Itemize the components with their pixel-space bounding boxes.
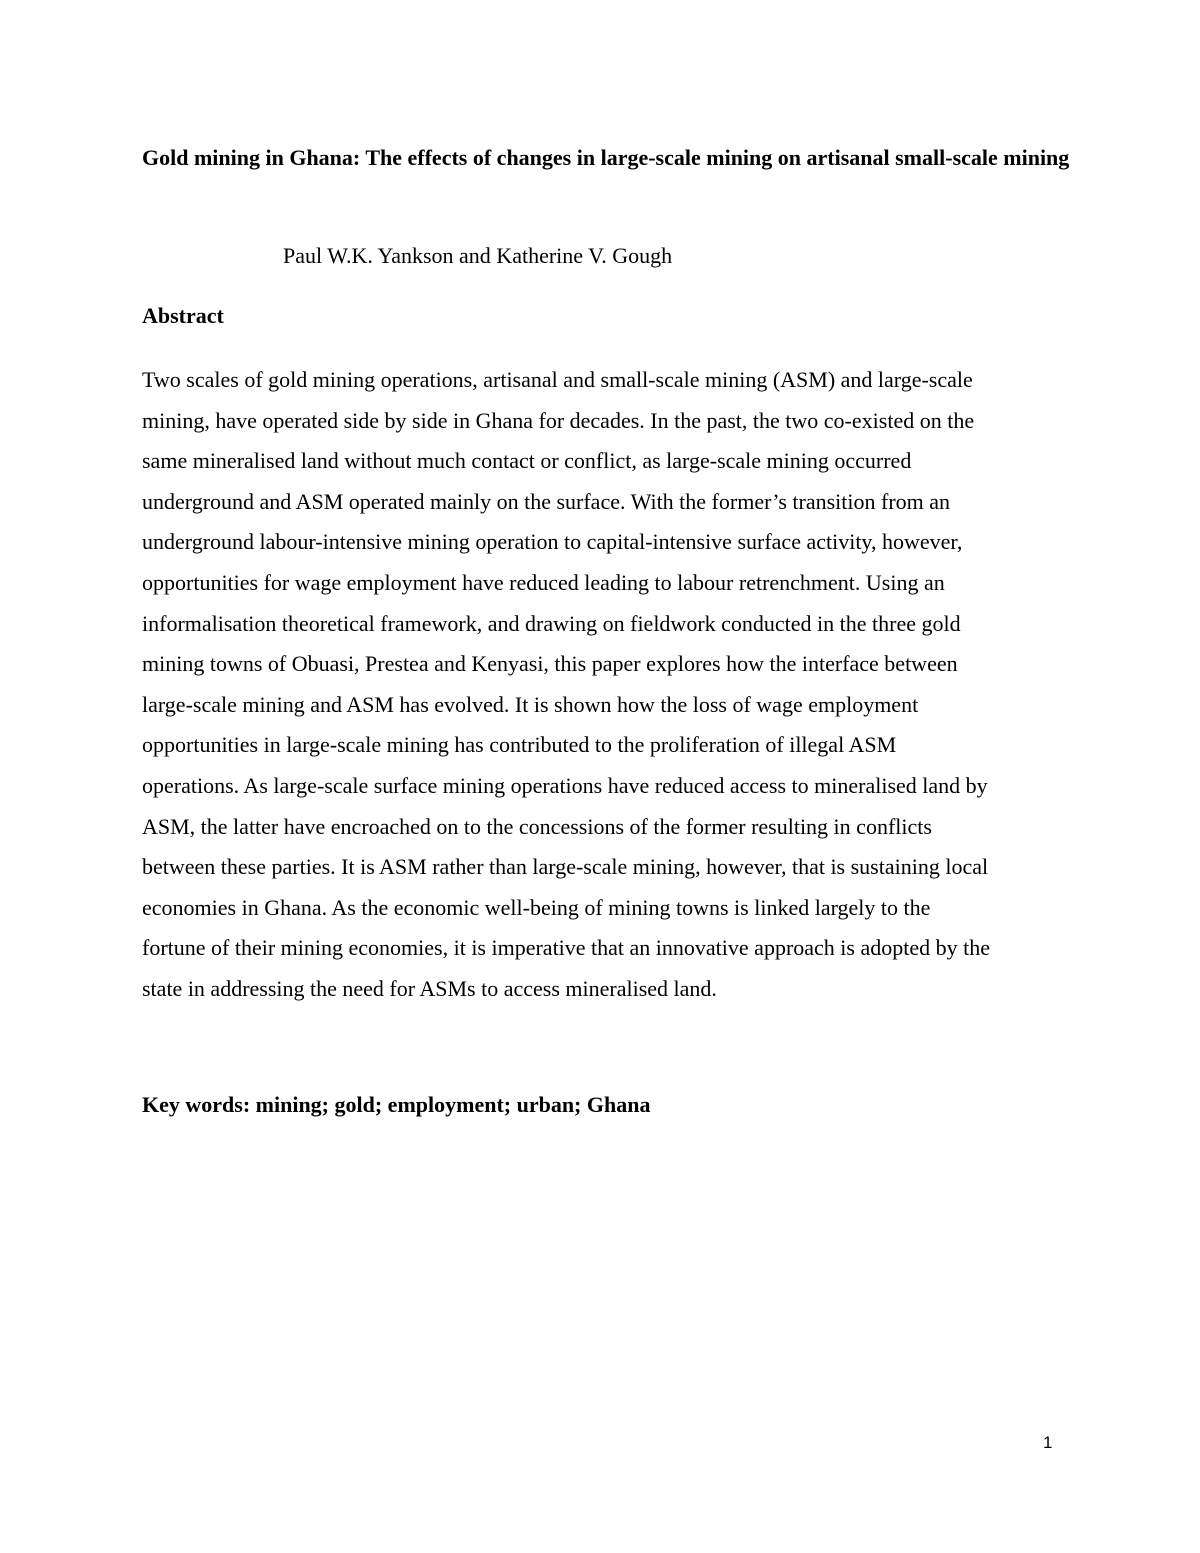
abstract-heading: Abstract <box>142 303 224 328</box>
abstract-line: opportunities for wage employment have reduced leading to labour retrenchment. Using an <box>142 569 945 595</box>
abstract-line: ASM, the latter have encroached on to the concessions of the former resulting in conflicts <box>142 813 932 839</box>
abstract-line: underground labour-intensive mining operation to capital-intensive surface activity, however, <box>142 529 963 555</box>
keywords: Key words: mining; gold; employment; urban; Ghana <box>142 1092 651 1117</box>
paper-title: Gold mining in Ghana: The effects of changes in large-scale mining on artisanal small-scale mining <box>142 145 1070 170</box>
abstract-line: economies in Ghana. As the economic well-being of mining towns is linked largely to the <box>142 894 931 920</box>
paper-authors: Paul W.K. Yankson and Katherine V. Gough <box>283 243 673 268</box>
abstract-line: mining, have operated side by side in Ghana for decades. In the past, the two co-existed on the <box>142 407 975 433</box>
abstract-line: opportunities in large-scale mining has contributed to the proliferation of illegal ASM <box>142 732 897 758</box>
abstract-line: state in addressing the need for ASMs to access mineralised land. <box>142 975 717 1001</box>
page-number: 1 <box>1043 1433 1053 1452</box>
abstract-line: informalisation theoretical framework, and drawing on fieldwork conducted in the three gold <box>142 610 961 636</box>
abstract-line: between these parties. It is ASM rather than large-scale mining, however, that is sustaining local <box>142 854 989 880</box>
abstract-line: fortune of their mining economies, it is imperative that an innovative approach is adopted by the <box>142 935 990 961</box>
abstract-body <box>142 360 1062 1010</box>
abstract-line: same mineralised land without much contact or conflict, as large-scale mining occurred <box>142 448 912 474</box>
abstract-line: operations. As large-scale surface mining operations have reduced access to mineralised land by <box>142 772 988 798</box>
abstract-line: large-scale mining and ASM has evolved. It is shown how the loss of wage employment <box>142 691 919 717</box>
abstract-line: Two scales of gold mining operations, artisanal and small-scale mining (ASM) and large-scale <box>142 367 973 392</box>
abstract-line: underground and ASM operated mainly on the surface. With the former’s transition from an <box>142 488 951 514</box>
abstract-line: mining towns of Obuasi, Prestea and Kenyasi, this paper explores how the interface between <box>142 651 958 677</box>
